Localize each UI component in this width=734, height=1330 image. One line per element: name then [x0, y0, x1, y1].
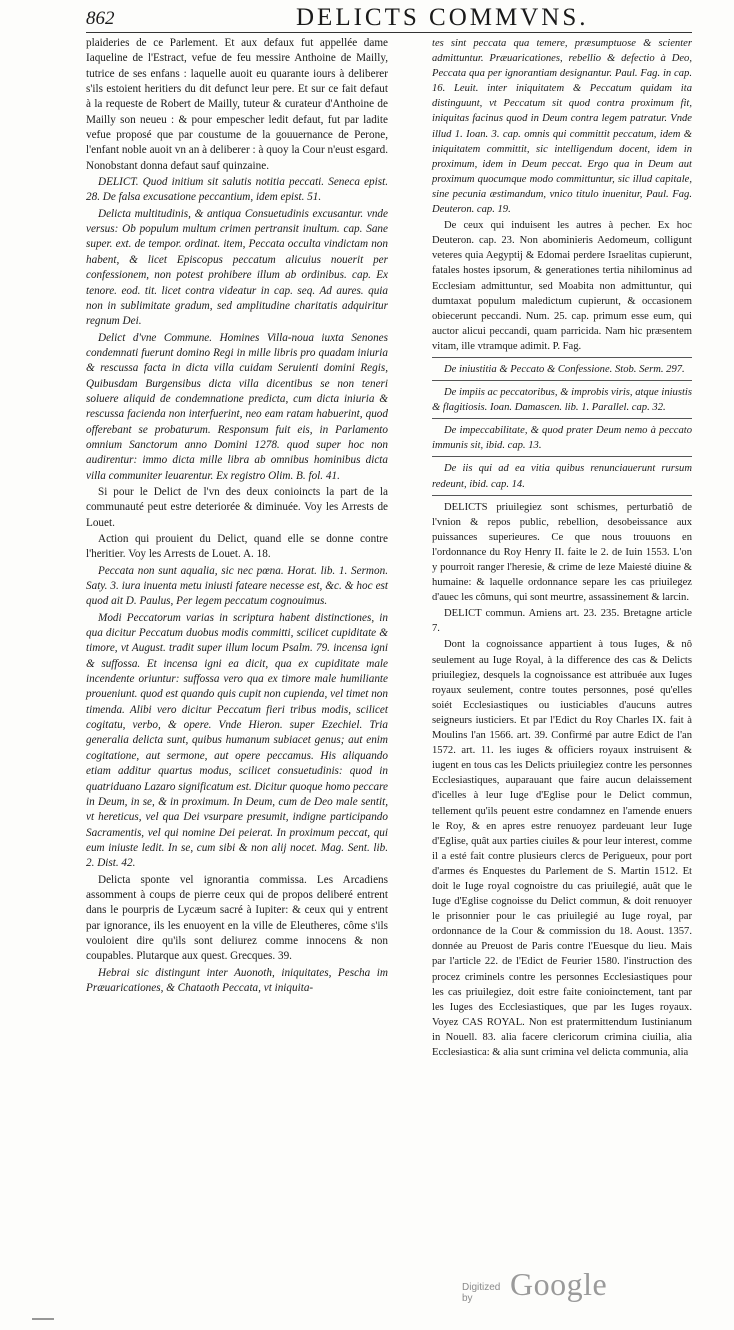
text-paragraph: Action qui prouient du Delict, quand elle se donne contre l'heritier. Voy les Arrests de Louet. A. 18.: [86, 533, 388, 561]
watermark-small-text: Digitized by: [462, 1282, 501, 1304]
left-column: [86, 36, 388, 997]
text-paragraph: plaideries de ce Parlement. Et aux defaux fut appellée dame Iaqueline de l'Estract, vefue de feu messire Anthoine de Mailly, tutrice de ses enfans : laquelle auoit eu quarante iours à deliberer s'ils estoient heritiers du dit defunct leur pere. Et sur ce fait defaut à la requeste de Robert de Mailly, tuteur & curateur d'Anthoine de Mailly son neueu : & pour empescher ledit defaut, fut par ladite vefue proposé que par coustume de la gouuernance de Perone, l'enfant noble auoit vn an à deliberer : à quoy la Cour n'eust esgard. Nonobstant donna defaut sauf quinzaine.: [86, 37, 388, 172]
text-paragraph: DELICT commun. Amiens art. 23. 235. Bretagne article 7.: [432, 608, 692, 635]
text-paragraph: DELICTS priuilegiez sont schismes, perturbatiô de l'vnion & repos public, rebellion, desobeissance aux puissances superieures. Ce que nous trouuons en l'ordonnance du Roy Henry II. faite le 2. de Iuin 1553. L'on y pourroit ranger l'heresie, & crime de leze Maiesté diuine & humaine: & laquelle ordonnance separe les cas priuilegez d'auec les cômuns, qui sont meurtre, assassinement & larcin.: [432, 501, 692, 604]
entry-separator: [432, 495, 692, 496]
text-paragraph: De ceux qui induisent les autres à pecher. Ex hoc Deuteron. cap. 23. Non abominieris Aedomeum, colligunt veteres quia Aegyptij & Edomai perdere Israelitas cupierunt, fatales hostes ipsorum, & generationes tertia nihilominus ad Ecclesiam admittuntur, sed Moabita non admittuntur, qui dumtaxat populum maledictum cupierunt, & occasionem obiecerunt peccandi. Num. 25. cap. primum esse eum, qui auctor alicui peccandi, quam parricida. Nam hic præsentem vitam, ille vtramque adimit. P. Fag.: [432, 220, 692, 352]
google-logo: Google: [510, 1266, 608, 1302]
text-paragraph: Si pour le Delict de l'vn des deux conioincts la part de la communauté peut estre deteriorée & diminuée. Voy les Arrests de Louet.: [86, 485, 388, 529]
text-paragraph: Dont la cognoissance appartient à tous Iuges, & nô seulement au Iuge Royal, à la difference des cas & Delicts priuilegiez, desquels la cognoissance est attribuée aux Iuges royaux seulement, contre toutes personnes, posé qu'elles soiét Ecclesiastiques ou iusticiables d'aucuns autres seigneurs iusticiers. Et par l'Edict du Roy Charles IX. fait à Moulins l'an 1566. art. 39. Confirmé par autre Edict de l'an 1572. art. 11. les iuges & officiers royaux instruisent & iugent en tous cas les Delicts priuilegiez contre les personnes Ecclesiastiques, auparauant que faire aucun delaissement d'icelles à leur Iuge d'Eglise pour le Delict commun, tellement qu'ils peuent estre condamnez en l'amende enuers le Roy, & en apres estre renuoyez pardeuant leur Iuge d'Eglise, quât aux parties ciuiles & pour leur interest, comme il a esté fait contre plusieurs clercs de Perigueux, pour port d'armes és Enquestes du Parlement de S. Martin 1512. Et doit le Iuge royal cognoistre du cas priuilegié, auât que le Iuge d'Eglise cognoisse du Delict commun, & doit renuoyer le prisonnier pour le cas priuilegié au Iuge royal, par ordonnance de la Cour & commission du 18. Aoust. 1357. donnée au Preuost de Paris contre l'Euesque du lieu. Mais par l'article 22. de l'Edict de Feurier 1580. l'instruction des procez criminels contre les personnes Ecclesiastiques pour les cas priuilegiez, doit estre faite conioinctement, tant par les Iuges des Ecclesiastiques, que par les Iuges royaux. Voyez CAS ROYAL. Non est pratermittendum Iustinianum in Nouell. 83. alia facere clericorum crimina ciuilia, alia Ecclesiastica: & alia sunt crimina vel delicta communia, alia: [432, 639, 692, 1058]
text-paragraph: Delicta sponte vel ignorantia commissa. Les Arcadiens assomment à coups de pierre ceux qui de propos deliberé entrent dans le pourpris de Lycæum sacré à Iupiter: & ceux qui y entrent par ignorance, ils les enuoyent en la ville de Eleutheres, côme s'ils vouloient dire qu'ils sont deliurez comme innocens & non coupables. Plutarque aux quest. Grecques. 39.: [86, 873, 388, 963]
text-paragraph: De impeccabilitate, & quod prater Deum nemo à peccato immunis sit, ibid. cap. 13.: [432, 425, 692, 452]
entry-separator: [432, 418, 692, 419]
right-column: [432, 36, 692, 1061]
text-paragraph: De iniustitia & Peccato & Confessione. Stob. Serm. 297.: [444, 363, 685, 375]
entry-separator: [432, 380, 692, 381]
header-divider: [86, 32, 692, 33]
text-paragraph: Delict d'vne Commune. Homines Villa-noua iuxta Senones condemnati fuerunt domino Regi in mille libris pro quadam iniuria & rescussa facta in dicta villa cuidam Seruienti domini Regis, Quibusdam Burgensibus dicta villa dicentibus se non teneri soluere aliquid de condemnatione predicta, cum dicta iniuria & rescussa facienda non interfuerint, neo eam ratam habuerint, quod offerebant se probaturum. Responsum fuit eis, in Parlamento omnium Sanctorum anno Domini 1278. quod super hoc non audirentur: immo dicta mille libra ab omnibus hominibus dicta villa communiter leuarentur. Ex registro Olim. B. fol. 41.: [86, 331, 388, 482]
text-paragraph: Delicta multitudinis, & antiqua Consuetudinis excusantur. vnde versus: Ob populum multum crimen pertransit inultum. cap. Sane super. ext. de tempor. ordinat. item, Peccata occulta vindictam non habent, & licet Episcopus peccatum alicuius nouerit per confessionem, non potest prohibere illum ab ordinibus. cap. Ex tenore. eod. tit. licet contra videatur in cap. seq. Ad aures. quia non in sublimitate gradum, sed amplitudine charitatis adquiritur regnum Dei.: [86, 207, 388, 328]
text-paragraph: tes sint peccata qua temere, præsumptuose & scienter admittuntur. Præuaricationes, rebellio & defectio à Deo, Peccata qua per ignorantiam designantur. Paul. Fag. in cap. 16. Leuit. inter iniquitatem & Peccatum quidam ita distinguunt, vt Peccatum sit quod contra proximum fit, iniquitas facinus quod in Deum contra legem patratur. Vnde illud 1. Ioan. 3. cap. omnis qui committit peccatum, idem & iniquitatem committit, sic intelligendum docent, idem in proximum, idem in Deum peccat. Ergo qua in Deum aut proximum quocumque modo committuntur, sic illud capitale, sine pecunia æstimandum, vnico titulo inuenitur, Paul. Fag. Deuteron. cap. 19.: [432, 38, 692, 216]
page-number: 862: [86, 8, 115, 29]
text-paragraph: De iis qui ad ea vitia quibus renunciauerunt rursum redeunt, ibid. cap. 14.: [432, 463, 692, 490]
text-paragraph: Modi Peccatorum varias in scriptura habent distinctiones, in qua dicitur Peccatum duobus modis committi, scilicet cupiditate & timore, vt August. tradit super illum locum Psalm. 79. incensa igni & suffossa. Et incensa igni ea dicit, qua ex cupiditate male incendente oriuntur: suffossa vero qua ex timore male humiliante proueniunt. quod est quando quis cupit non cupienda, vel timet non timenda. Alibi vero dicitur Peccatum fieri tribus modis, scilicet cogitatu, verbo, & opere. Vnde Hieron. super Ezechiel. Tria generalia delicta sunt, quibus humanum subiacet genus; aut enim cogitatione, aut sermone, aut opere peccamus. His aliquando etiam additur quartus modus, scilicet consuetudinis: quod in quatriduano Lazaro significatum est. Dicitur quoque homo peccare in Deum, in se, & in proximum. In Deum, cum de Deo male sentit, vt hereticus, vel qua Dei vsurpare presumit, indigne participando Sacramentis, vel qui nomine Dei peierat. In proximum peccat, qui eum iniuste ledit. In se, cum sibi & non alij nocet. Mag. Sent. lib. 2. Dist. 42.: [86, 611, 388, 870]
text-paragraph: Hebrai sic distingunt inter Auonoth, iniquitates, Pescha im Præuaricationes, & Chataoth Peccata, vt iniquita-: [86, 966, 388, 994]
text-paragraph: De impiis ac peccatoribus, & improbis viris, atque iniustis & flagitiosis. Ioan. Damascen. lib. 1. Parallel. cap. 32.: [432, 387, 692, 414]
page-smudge: [32, 1318, 54, 1320]
entry-separator: [432, 456, 692, 457]
running-title: DELICTS COMMVNS.: [296, 4, 589, 31]
text-paragraph: Peccata non sunt aqualia, sic nec pœna. Horat. lib. 1. Sermon. Saty. 3. iura inuenta metu iniusti fateare necesse est, &c. & hoc est quod ait D. Paulus, Per legem peccatum cognouimus.: [86, 564, 388, 608]
page-header: [0, 2, 734, 32]
text-paragraph: DELICT. Quod initium sit salutis notitia peccati. Seneca epist. 28. De falsa excusatione peccantium, idem epist. 51.: [86, 176, 388, 204]
entry-separator: [432, 357, 692, 358]
